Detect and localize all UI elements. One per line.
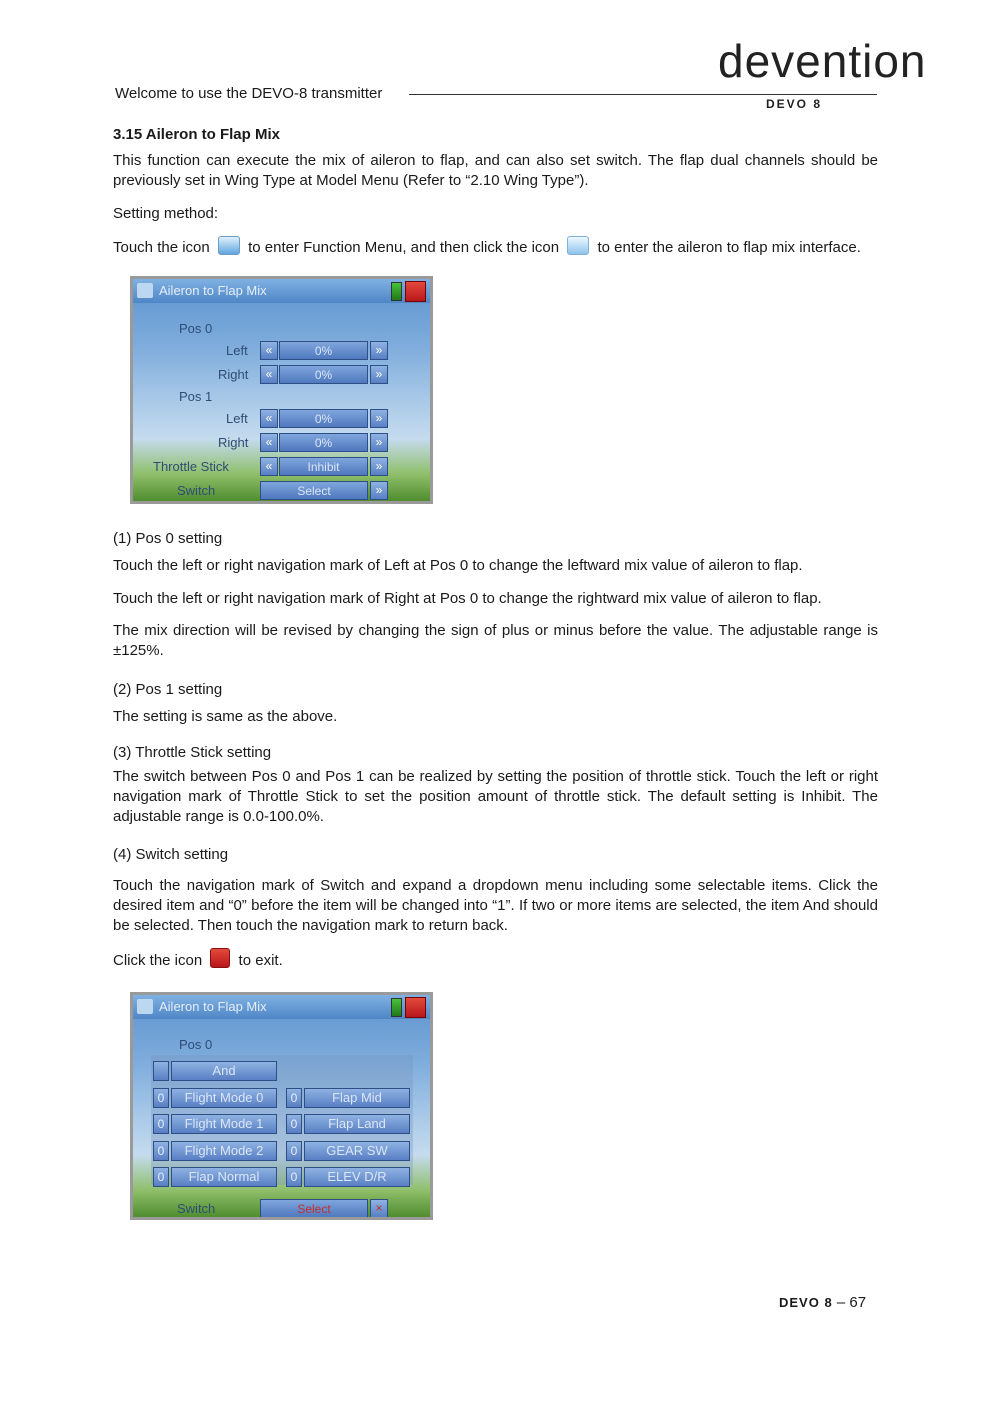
- exit-icon[interactable]: [405, 997, 426, 1018]
- step3-text: The switch between Pos 0 and Pos 1 can be realized by setting the position of throttle stick. Touch the left or right navigation mark of Throttle Stick to set the position amount of throttle stick. The default setting is Inhibit. The adjustable range is 0.0-100.0%.: [113, 768, 878, 825]
- switch-label: Switch: [177, 1201, 216, 1216]
- function-menu-icon: [218, 236, 240, 255]
- step1-text-a: Touch the left or right navigation mark of Left at Pos 0 to change the leftward mix value of aileron to flap.: [113, 557, 803, 574]
- item-state[interactable]: 0: [153, 1141, 169, 1161]
- logo-subtitle: DEVO 8: [766, 97, 823, 111]
- pos1-left-label: Left: [226, 411, 248, 426]
- item-elev-dr[interactable]: ELEV D/R: [304, 1167, 410, 1187]
- throttle-stick-label: Throttle Stick: [153, 459, 229, 474]
- exit-icon[interactable]: [405, 281, 426, 302]
- exit-instruction: [113, 948, 878, 971]
- pos0-label: Pos 0: [179, 1037, 213, 1052]
- item-flap-land[interactable]: Flap Land: [304, 1114, 410, 1134]
- pos1-right-value: 0%: [279, 433, 368, 452]
- screen-title-bar: [133, 279, 430, 303]
- item-state[interactable]: 0: [153, 1167, 169, 1187]
- screen-title: Aileron to Flap Mix: [159, 283, 267, 298]
- touch-text-c: to enter the aileron to flap mix interface.: [597, 239, 861, 256]
- page-number: – 67: [836, 1294, 867, 1311]
- pos1-right-dec-button[interactable]: «: [260, 433, 278, 452]
- throttle-inc-button[interactable]: »: [370, 457, 388, 476]
- step1-text-c: The mix direction will be revised by changing the sign of plus or minus before the value. The adjustable range is ±125%.: [113, 622, 878, 659]
- touch-text-a: Touch the icon: [113, 239, 210, 256]
- battery-icon: [391, 282, 402, 301]
- screen-title: Aileron to Flap Mix: [159, 999, 267, 1014]
- pos1-left-inc-button[interactable]: »: [370, 409, 388, 428]
- exit-text-b: to exit.: [238, 952, 283, 969]
- and-item[interactable]: And: [171, 1061, 277, 1081]
- switch-select-button[interactable]: Select: [260, 481, 368, 500]
- battery-icon: [391, 998, 402, 1017]
- setting-method: Setting method:: [113, 205, 219, 222]
- item-flap-normal[interactable]: Flap Normal: [171, 1167, 277, 1187]
- step4-text: Touch the navigation mark of Switch and expand a dropdown menu including some selectable items. Click the desired item and “0” before the item will be changed into “1”. If two or more items are selected, the item And should be selected. Then touch the navigation mark to return back.: [113, 877, 878, 934]
- screenshot-switch-dropdown: [130, 992, 433, 1220]
- item-flight-mode-1[interactable]: Flight Mode 1: [171, 1114, 277, 1134]
- touch-instruction: [113, 236, 878, 258]
- pos1-right-inc-button[interactable]: »: [370, 433, 388, 452]
- switch-dropdown-button[interactable]: »: [370, 481, 388, 500]
- and-toggle[interactable]: [153, 1061, 169, 1081]
- item-flight-mode-2[interactable]: Flight Mode 2: [171, 1141, 277, 1161]
- brand-logo: devention: [718, 35, 927, 87]
- step2-text: The setting is same as the above.: [113, 708, 338, 725]
- pos1-left-dec-button[interactable]: «: [260, 409, 278, 428]
- pos1-left-value: 0%: [279, 409, 368, 428]
- pos0-left-label: Left: [226, 343, 248, 358]
- pos0-left-dec-button[interactable]: «: [260, 341, 278, 360]
- intro-paragraph: This function can execute the mix of aileron to flap, and can also set switch. The flap dual channels should be previously set in Wing Type at Model Menu (Refer to “2.10 Wing Type”).: [113, 152, 878, 189]
- item-flap-mid[interactable]: Flap Mid: [304, 1088, 410, 1108]
- throttle-dec-button[interactable]: «: [260, 457, 278, 476]
- switch-label: Switch: [177, 483, 216, 498]
- throttle-value: Inhibit: [279, 457, 368, 476]
- pos0-right-label: Right: [218, 367, 249, 382]
- item-state[interactable]: 0: [286, 1141, 302, 1161]
- pos1-right-label: Right: [218, 435, 249, 450]
- section-title: 3.15 Aileron to Flap Mix: [113, 126, 280, 143]
- pos0-right-value: 0%: [279, 365, 368, 384]
- app-icon: [137, 999, 153, 1014]
- app-icon: [137, 283, 153, 298]
- page-footer: [779, 1294, 866, 1311]
- exit-text-a: Click the icon: [113, 952, 203, 969]
- item-gear-sw[interactable]: GEAR SW: [304, 1141, 410, 1161]
- pos0-left-value: 0%: [279, 341, 368, 360]
- step1-text-b: Touch the left or right navigation mark of Right at Pos 0 to change the rightward mix value of aileron to flap.: [113, 590, 822, 607]
- pos1-label: Pos 1: [179, 389, 213, 404]
- screen-title-bar: [133, 995, 430, 1019]
- item-flight-mode-0[interactable]: Flight Mode 0: [171, 1088, 277, 1108]
- item-state[interactable]: 0: [286, 1167, 302, 1187]
- exit-icon: [210, 948, 230, 968]
- aileron-flap-mix-icon: [567, 236, 589, 255]
- pos0-right-dec-button[interactable]: «: [260, 365, 278, 384]
- item-state[interactable]: 0: [153, 1114, 169, 1134]
- switch-select-button[interactable]: Select: [260, 1199, 368, 1218]
- item-state[interactable]: 0: [286, 1088, 302, 1108]
- switch-dropdown-close-button[interactable]: ×: [370, 1199, 388, 1218]
- header-title: Welcome to use the DEVO-8 transmitter: [115, 85, 383, 102]
- pos0-right-inc-button[interactable]: »: [370, 365, 388, 384]
- footer-brand: DEVO 8: [779, 1295, 833, 1310]
- item-state[interactable]: 0: [153, 1088, 169, 1108]
- screenshot-aileron-flap-mix: [130, 276, 433, 504]
- pos0-left-inc-button[interactable]: »: [370, 341, 388, 360]
- step3-heading: (3) Throttle Stick setting: [113, 744, 272, 761]
- step2-heading: (2) Pos 1 setting: [113, 681, 223, 698]
- logo-rule: [720, 94, 877, 95]
- item-state[interactable]: 0: [286, 1114, 302, 1134]
- step1-heading: (1) Pos 0 setting: [113, 530, 223, 547]
- step4-heading: (4) Switch setting: [113, 846, 229, 863]
- pos0-label: Pos 0: [179, 321, 213, 336]
- touch-text-b: to enter Function Menu, and then click the icon: [248, 239, 560, 256]
